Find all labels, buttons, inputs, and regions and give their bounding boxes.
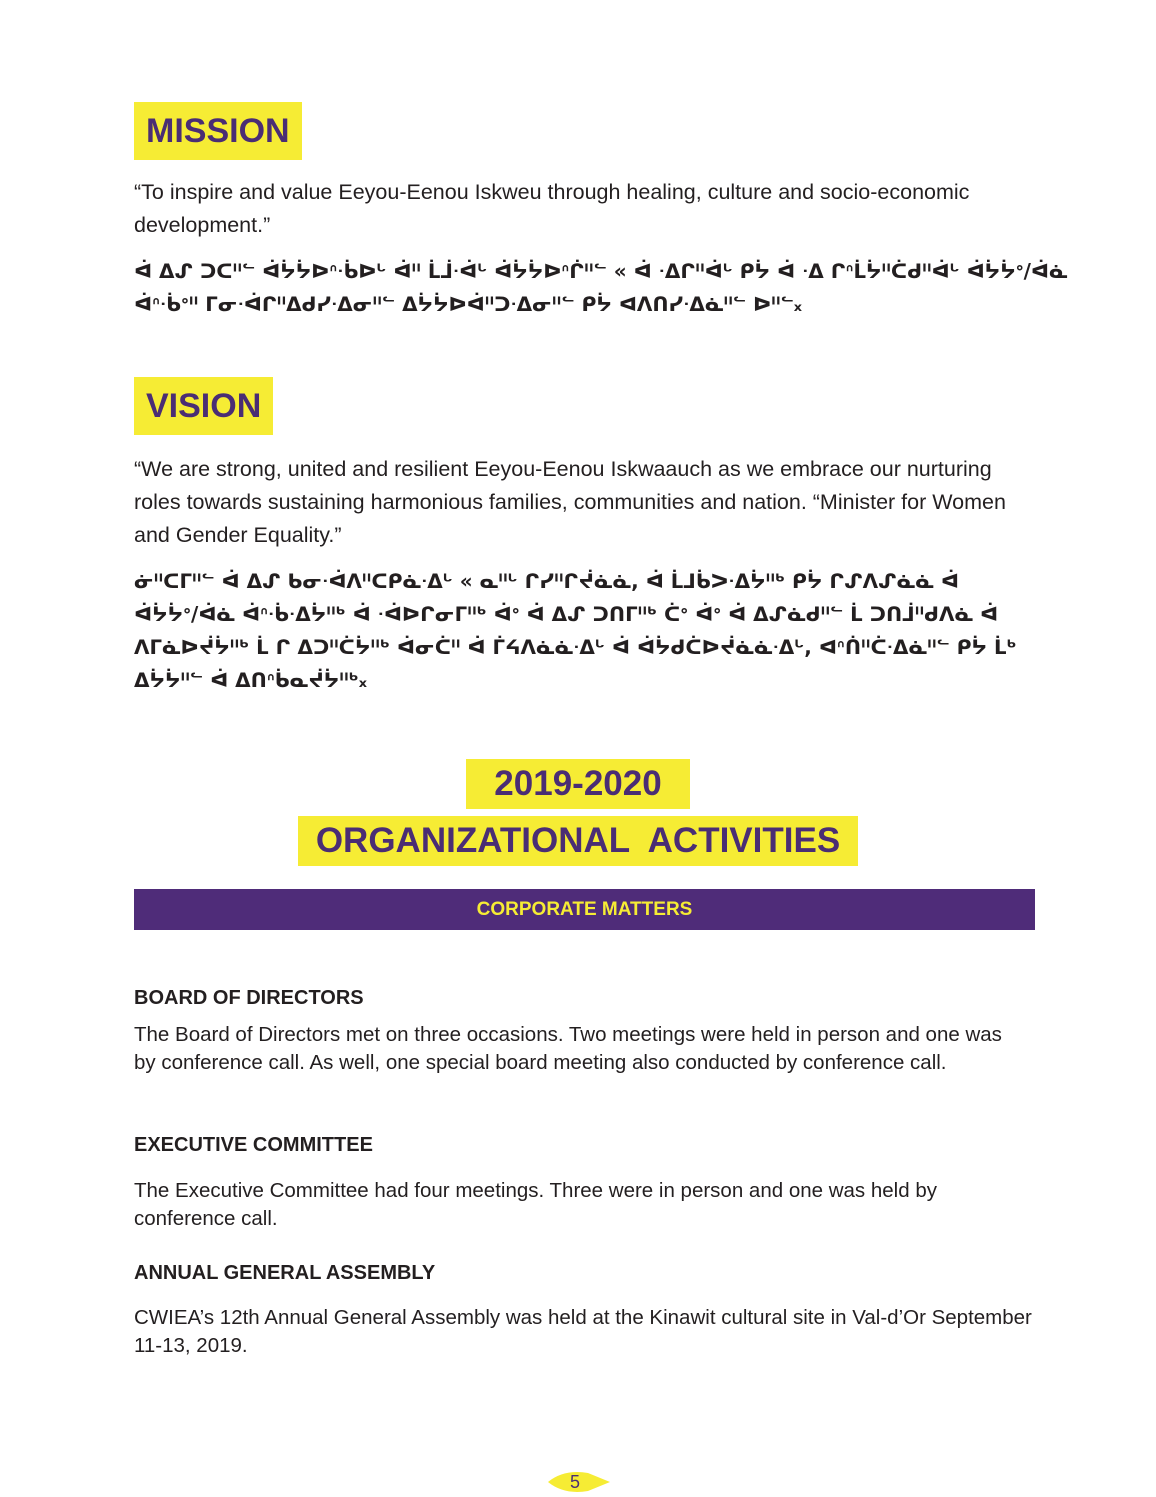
annual-general-assembly-heading: ANNUAL GENERAL ASSEMBLY [134,1262,436,1284]
activities-title: ORGANIZATIONAL ACTIVITIES [298,816,858,866]
vision-cree-text: ᓃᐦᑕᒥᐦᓪ ᐋ ᐃᔑ ᑲᓂᐧᐋᐱᐦᑕᑭᓈᐧᐃᒡ « ᓇᐦᒡ ᒋᓯᐦᒋᔫᓈᓈ, ᐋ ᒫᒧᑳᐳᐧᐃᔮᐦᒃ ᑭᔮ ᒋᔑᐱᔑᓈᓈ ᐋ ᐋᔮᔮᐤ/ᐋᓈ ᐋᐢᐧᑳᐧᐃᔮᐦᒃ ᐋ ᐧᐋᐅᒋᓂᒥᐦᒃ ᐋᐤ ᐋ ᐃᔑ ᑐᑎᒥᐦᒃ ᑖᐤ ᐋᐤ ᐋ ᐃᔑᓈᑯᐦᓪ ᒫ ᑐᑎᒨᐦᑯᐱᓈ ᐋ ᐱᒥᓈᐅᔫᔮᐦᒃ ᒫ ᒋ ᐃᑐᐦᑖᔮᐦᒃ ᐋᓂᑖᐦ ᐋ ᒦᔦᐱᓈᓈᐧᐃᒡ ᐋ ᐋᔮᑯᑖᐅᔫᓈᓈᐧᐃᒡ, ᐊᐢᑏᐦᑖᐧᐃᓈᐦᓪ ᑭᔮ ᒫᒃ ᐃᔮᔮᐦᓪ ᐋ ᐃᑎᐢᑳᓇᔫᔮᐦᒃₓ [134,569,1017,692]
board-of-directors-heading: BOARD OF DIRECTORS [134,987,364,1009]
mission-cree-text: ᐋ ᐃᔑ ᑐᑕᐦᓪ ᐋᔮᔮᐅᐢᐧᑳᐅᒡ ᐋᐦ ᒫᒨᐧᐋᒡ ᐋᔮᔮᐅᐢᒌᐦᓪ « ᐋ ᐧᐃᒋᐦᐋᒡ ᑭᔮ ᐋ ᐧᐃ ᒋᐢᒫᔮᐦᑖᑯᐦᐋᒡ ᐋᔮᔮᐤ/ᐋᓈ ᐋᐢᐧᑳᐤᐦ ᒥᓂᐧᐋᒋᐦᐃᑯᓯᐧᐃᓂᐦᓪ ᐃᔮᔮᐅᐋᐦᑐᐧᐃᓂᐦᓪ ᑭᔮ ᐊᐱᑎᓯᐧᐃᓈᐦᓪ ᐅᐦᓪₓ [134,259,1068,316]
vision-heading: VISION [134,377,273,435]
mission-english-text: “To inspire and value Eeyou-Eenou Iskweu through healing, culture and socio-economic development.” [134,180,970,237]
activities-year-title: 2019-2020 [466,759,690,809]
executive-committee-text: The Executive Committee had four meetings. Three were in person and one was held by conference call. [134,1179,937,1230]
corporate-matters-banner: CORPORATE MATTERS [134,889,1035,930]
page-number: 5 [569,1472,580,1492]
mission-heading: MISSION [134,102,302,160]
board-of-directors-text: The Board of Directors met on three occasions. Two meetings were held in person and one was by conference call. As well, one special board meeting also conducted by conference call. [134,1023,1002,1074]
vision-english-text: “We are strong, united and resilient Eeyou-Eenou Iskwaauch as we embrace our nurturing roles towards sustaining harmonious families, communities and nation. “Minister for Women and Gender Equality.” [134,457,1006,547]
executive-committee-heading: EXECUTIVE COMMITTEE [134,1134,373,1156]
page-number-badge [544,1469,614,1497]
annual-general-assembly-text: CWIEA’s 12th Annual General Assembly was held at the Kinawit cultural site in Val-d’Or September 11-13, 2019. [134,1306,1032,1357]
